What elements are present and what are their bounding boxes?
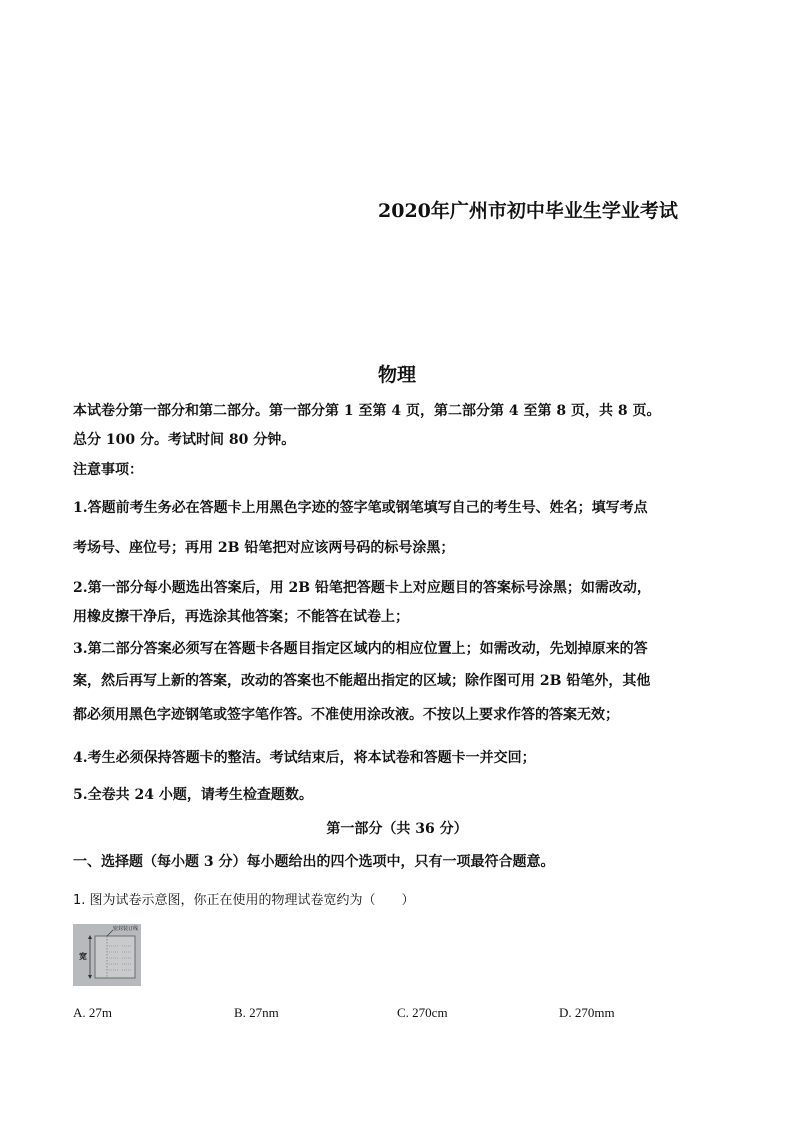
intro-line-2: 总分 100 分。考试时间 80 分钟。: [73, 432, 296, 448]
note-line-4: 用橡皮擦干净后，再选涂其他答案；不能答在试卷上；: [73, 609, 409, 625]
exam-title: 2020年广州市初中毕业生学业考试: [378, 200, 678, 222]
note-line-6: 案，然后再写上新的答案，改动的答案也不能超出指定的区域；除作图可用 2B 铅笔外，其他: [73, 673, 651, 689]
option-a[interactable]: A. 27m: [73, 1005, 112, 1020]
note-line-1: 1.答题前考生务必在答题卡上用黑色字迹的签字笔或钢笔填写自己的考生号、姓名；填写考点: [73, 500, 648, 516]
note-line-5: 3.第二部分答案必须写在答题卡各题目指定区域内的相应位置上；如需改动，先划掉原来的答: [73, 641, 648, 657]
intro-line-1: 本试卷分第一部分和第二部分。第一部分第 1 至第 4 页，第二部分第 4 至第 8 页，共 8 页。: [73, 403, 661, 419]
option-b[interactable]: B. 27nm: [234, 1005, 279, 1020]
part-heading: 一、选择题（每小题 3 分）每小题给出的四个选项中，只有一项最符合题意。: [73, 854, 555, 870]
exam-paper-figure: [73, 924, 141, 986]
question-1-text: 1. 图为试卷示意图，你正在使用的物理试卷宽约为（ ）: [73, 893, 415, 908]
note-line-3: 2.第一部分每小题选出答案后，用 2B 铅笔把答题卡上对应题目的答案标号涂黑；如需改动，: [73, 580, 651, 596]
note-line-8: 4.考生必须保持答题卡的整洁。考试结束后，将本试卷和答题卡一并交回；: [73, 750, 536, 766]
section-title: 第一部分（共 36 分）: [326, 821, 468, 837]
option-c[interactable]: C. 270cm: [397, 1005, 448, 1020]
figure-label-seal-line: 密封装订线: [113, 926, 139, 932]
option-d[interactable]: D. 270mm: [559, 1005, 615, 1020]
note-line-2: 考场号、座位号；再用 2B 铅笔把对应该两号码的标号涂黑；: [73, 540, 455, 556]
figure-label-width: 宽: [79, 952, 87, 961]
notes-heading: 注意事项：: [73, 462, 143, 478]
note-line-7: 都必须用黑色字迹钢笔或签字笔作答。不准使用涂改液。不按以上要求作答的答案无效；: [73, 707, 619, 723]
subject-title: 物理: [377, 364, 416, 386]
note-line-9: 5.全卷共 24 小题，请考生检查题数。: [73, 787, 313, 803]
